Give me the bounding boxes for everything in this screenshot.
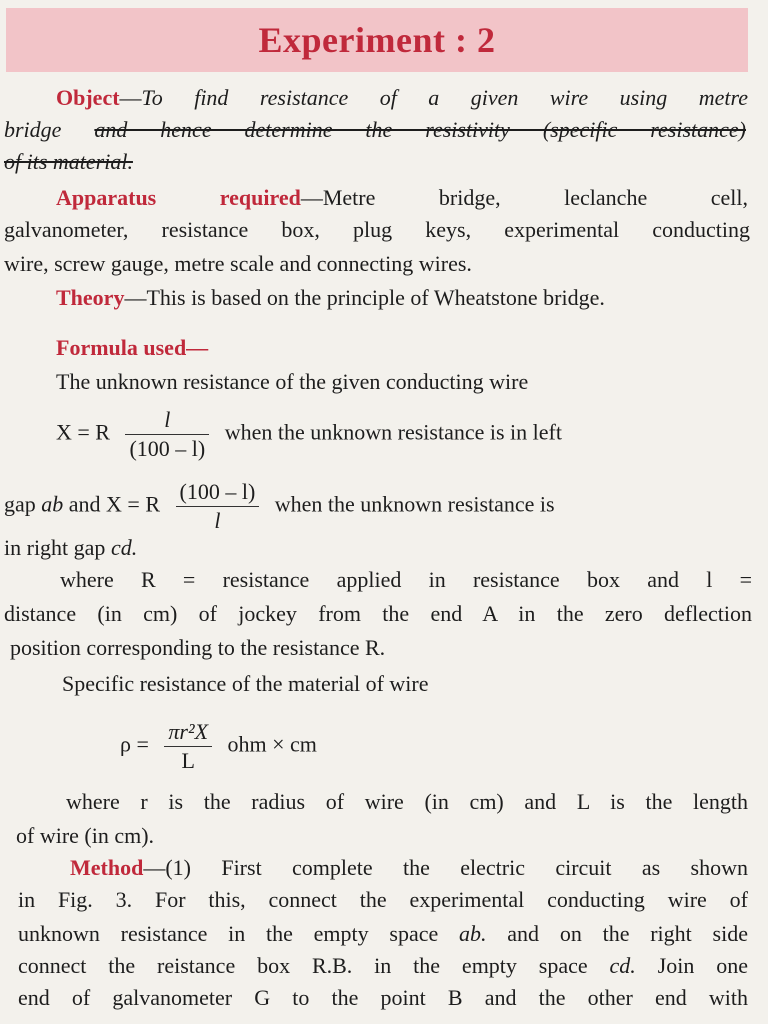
object-line-1 <box>0 84 748 112</box>
page-title: Experiment : 2 <box>258 20 496 60</box>
method-text-3c: and on the right side <box>486 921 748 946</box>
method-line-1 <box>0 854 748 882</box>
method-line-3 <box>18 920 748 948</box>
equation-1-fraction <box>125 406 209 463</box>
object-label: Object <box>56 85 120 110</box>
method-line-2: in Fig. 3. For this, connect the experimental conducting wire of <box>18 887 748 912</box>
object-dash: — <box>119 85 142 110</box>
method-text-4b: cd. <box>609 953 636 978</box>
equation-2-lhs: and X = R <box>63 491 160 517</box>
equation-1-lhs: X = R <box>56 419 110 445</box>
equation-1 <box>56 406 562 463</box>
method-text-3a: unknown resistance in the empty space <box>18 921 460 946</box>
rho-unit: ohm × cm <box>227 731 317 757</box>
object-text-1: To find resistance of a given wire using metre <box>141 85 748 110</box>
formula-intro: The unknown resistance of the given conducting wire <box>56 369 529 394</box>
theory-label: Theory <box>56 285 125 310</box>
equation-1-denominator: (100 – l) <box>125 434 209 463</box>
apparatus-line-3: wire, screw gauge, metre scale and connecting wires. <box>4 251 472 276</box>
method-line-4 <box>18 952 748 980</box>
theory-line <box>56 284 768 312</box>
right-gap-line <box>4 534 768 562</box>
method-text-1: (1) First complete the electric circuit as shown <box>165 855 748 880</box>
method-dash: — <box>143 855 166 880</box>
method-line-5: end of galvanometer G to the point B and the other end with <box>18 985 748 1010</box>
equation-rho <box>120 718 317 775</box>
apparatus-line-2: galvanometer, resistance box, plug keys, experimental conducting <box>4 217 750 242</box>
method-text-4a: connect the reistance box R.B. in the empty space <box>18 953 610 978</box>
right-gap-label: cd. <box>110 535 138 560</box>
method-label: Method <box>70 855 144 880</box>
radius-line-1: where r is the radius of wire (in cm) and L is the length <box>66 789 748 814</box>
equation-2 <box>4 478 555 535</box>
gap-ab-label: ab <box>41 491 64 517</box>
where-line-1: where R = resistance applied in resistance box and l = <box>60 567 752 592</box>
object-line-2 <box>4 116 746 144</box>
object-text-3: of its material. <box>4 149 133 174</box>
apparatus-text-1: Metre bridge, leclanche cell, <box>322 185 748 210</box>
rho-fraction <box>164 718 212 775</box>
object-line-3 <box>4 148 768 176</box>
equation-1-tail: when the unknown resistance is in left <box>224 419 562 445</box>
radius-line-2: of wire (in cm). <box>16 823 155 848</box>
equation-2-tail: when the unknown resistance is <box>274 491 555 517</box>
formula-heading <box>56 334 768 362</box>
rho-denominator: L <box>164 746 212 775</box>
object-text-2a: bridge <box>4 117 95 142</box>
gap-ab-pre: gap <box>4 491 42 517</box>
equation-2-numerator: (100 – l) <box>179 479 256 504</box>
method-text-4c: Join one <box>635 953 748 978</box>
rho-numerator: πr²X <box>168 719 209 744</box>
rho-lhs: ρ = <box>120 731 149 757</box>
right-gap-text: in right gap <box>4 535 111 560</box>
formula-label: Formula used— <box>56 335 209 360</box>
where-line-3: position corresponding to the resistance R. <box>10 635 386 660</box>
specific-resistance-line: Specific resistance of the material of wire <box>62 671 429 696</box>
theory-text: This is based on the principle of Wheatstone bridge. <box>146 285 605 310</box>
title-band <box>6 8 748 72</box>
apparatus-dash: — <box>300 185 323 210</box>
method-text-3b: ab. <box>459 921 487 946</box>
theory-dash: — <box>124 285 147 310</box>
equation-2-denominator: l <box>176 506 260 535</box>
object-text-2b: and hence determine the resistivity (specific resistance) <box>94 117 746 142</box>
equation-2-fraction <box>176 478 260 535</box>
where-line-2: distance (in cm) of jockey from the end A in the zero deflection <box>4 601 752 626</box>
apparatus-line-1 <box>0 184 748 212</box>
equation-1-numerator: l <box>164 407 171 432</box>
apparatus-label: Apparatus required <box>56 185 301 210</box>
